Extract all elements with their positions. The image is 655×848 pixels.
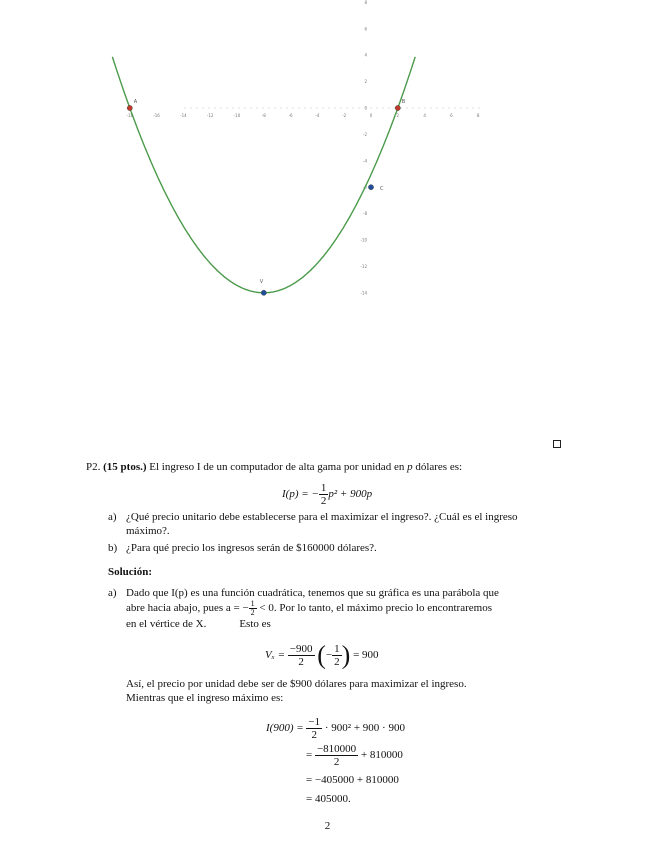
x-axis-dot <box>281 108 282 109</box>
x-axis-dot <box>467 108 468 109</box>
x-tick-label: -10 <box>233 113 241 118</box>
point-V <box>261 290 266 295</box>
x-axis-dot <box>371 108 372 109</box>
x-axis-dot <box>317 108 318 109</box>
item-a-text: ¿Qué precio unitario debe establecerse para el maximizar el ingreso?. ¿Cuál es el ingreso máximo?. <box>126 511 518 537</box>
x-axis-dot <box>425 108 426 109</box>
point-B <box>395 105 400 110</box>
x-axis-dot <box>419 108 420 109</box>
y-tick-label: -12 <box>360 263 367 269</box>
item-b-label: b) <box>108 542 118 554</box>
y-tick-label: -2 <box>363 131 367 137</box>
max-revenue-eq-1: I(900) = $\frac{-1}{2}$ · 900² + 900 · 900 <box>266 716 405 741</box>
point-label-B: B <box>401 99 406 105</box>
x-axis-dot <box>263 108 264 109</box>
x-axis-dot <box>413 108 414 109</box>
x-tick-label: -6 <box>288 113 293 118</box>
revenue-formula: I(p) = − $\frac{1}{2}$ p² + 900p <box>282 482 373 507</box>
x-tick-label: -12 <box>206 113 214 118</box>
x-tick-label: 0 <box>369 113 373 118</box>
x-axis-dot <box>203 108 204 109</box>
x-axis-dot <box>311 108 312 109</box>
x-tick-label: -4 <box>315 113 320 118</box>
x-axis-dot <box>359 108 360 109</box>
x-axis-dot <box>407 108 408 109</box>
y-tick-label: 4 <box>364 52 367 58</box>
x-axis-dot <box>239 108 240 109</box>
x-axis-dot <box>329 108 330 109</box>
x-tick-label: -18 <box>126 113 134 118</box>
point-label-A: A <box>133 99 138 105</box>
point-label-C: C <box>380 186 384 193</box>
x-axis-dot <box>323 108 324 109</box>
item-a-label: a) <box>108 511 117 523</box>
x-tick-label: -14 <box>180 113 187 118</box>
x-axis-dot <box>269 108 270 109</box>
x-axis-dot <box>455 108 456 109</box>
x-axis-dot <box>233 108 234 109</box>
x-axis-dot <box>245 108 246 109</box>
max-revenue-eq-3: = −405000 + 810000 <box>306 774 399 786</box>
x-axis-dot <box>443 108 444 109</box>
max-revenue-eq-4: = 405000. <box>306 793 351 805</box>
x-axis-dot <box>227 108 228 109</box>
x-axis-dotted <box>185 105 480 111</box>
page-number: 2 <box>324 820 331 832</box>
x-axis-dot <box>389 108 390 109</box>
x-axis-ticks <box>127 113 480 118</box>
x-axis-dot <box>299 108 300 109</box>
x-axis-dot <box>383 108 384 109</box>
x-axis-dot <box>347 108 348 109</box>
x-tick-label: -2 <box>342 113 347 118</box>
y-tick-label: -8 <box>363 211 367 217</box>
x-axis-dot <box>293 108 294 109</box>
item-b-text: ¿Para qué precio los ingresos serán de $160000 dólares?. <box>126 542 377 554</box>
x-axis-dot <box>197 108 198 109</box>
y-tick-label: 6 <box>364 26 367 32</box>
x-axis-dot <box>191 108 192 109</box>
end-of-figure-square <box>553 440 561 448</box>
x-axis-dot <box>377 108 378 109</box>
y-tick-label: 2 <box>364 79 367 85</box>
vertex-equation: Vₓ = $\frac{-900}{2}$ (− $\frac{1}{2}$ ) = 900 <box>265 640 379 670</box>
x-axis-dot <box>209 108 210 109</box>
x-tick-label: -8 <box>261 113 266 118</box>
y-axis-ticks <box>360 0 367 295</box>
y-tick-label: -14 <box>360 290 367 296</box>
x-axis-dot <box>215 108 216 109</box>
x-axis-dot <box>221 108 222 109</box>
x-axis-dot <box>473 108 474 109</box>
x-axis-dot <box>257 108 258 109</box>
point-C <box>368 185 373 190</box>
x-axis-dot <box>353 108 354 109</box>
x-axis-dot <box>305 108 306 109</box>
x-axis-dot <box>431 108 432 109</box>
conclusion-line-1: Así, el precio por unidad debe ser de $900 dólares para maximizar el ingreso. <box>126 678 467 690</box>
point-label-V: V <box>259 278 264 285</box>
problem-statement: P2. (15 ptos.) El ingreso I de un computador de alta gama por unidad en p dólares es: <box>86 461 463 473</box>
x-tick-label: 4 <box>423 113 426 118</box>
x-axis-dot <box>449 108 450 109</box>
x-axis-dot <box>287 108 288 109</box>
y-tick-label: 0 <box>364 105 367 111</box>
x-axis-dot <box>275 108 276 109</box>
x-tick-label: 2 <box>396 113 400 118</box>
solution-a-label: a) <box>108 587 117 599</box>
solution-heading: Solución: <box>108 566 153 578</box>
x-axis-dot <box>341 108 342 109</box>
solution-a-paragraph: Dado que I(p) es una función cuadrática, tenemos que su gráfica es una parábola que abre hacia abajo, pues a = − $\frac{1}{2}$ < 0. Por lo tanto, el máximo precio lo encontraremos en el vértice de X. Esto es <box>126 587 499 630</box>
point-A <box>127 105 132 110</box>
x-axis-dot <box>479 108 480 109</box>
x-tick-label: -16 <box>153 113 160 118</box>
max-revenue-eq-2: = $\frac{-810000}{2}$ + 810000 <box>306 743 403 768</box>
y-tick-label: -4 <box>363 158 367 164</box>
x-axis-dot <box>185 108 186 109</box>
parabola-graph <box>0 0 655 420</box>
conclusion-line-2: Mientras que el ingreso máximo es: <box>126 692 284 704</box>
y-tick-label: -6 <box>363 184 367 190</box>
x-axis-dot <box>251 108 252 109</box>
x-tick-label: 6 <box>450 113 453 118</box>
parabola-curve <box>112 57 415 296</box>
x-axis-dot <box>461 108 462 109</box>
x-axis-dot <box>401 108 402 109</box>
y-tick-label: 8 <box>364 0 367 5</box>
x-axis-dot <box>335 108 336 109</box>
x-tick-label: 8 <box>476 113 480 118</box>
x-axis-dot <box>437 108 438 109</box>
y-tick-label: -10 <box>360 237 367 243</box>
